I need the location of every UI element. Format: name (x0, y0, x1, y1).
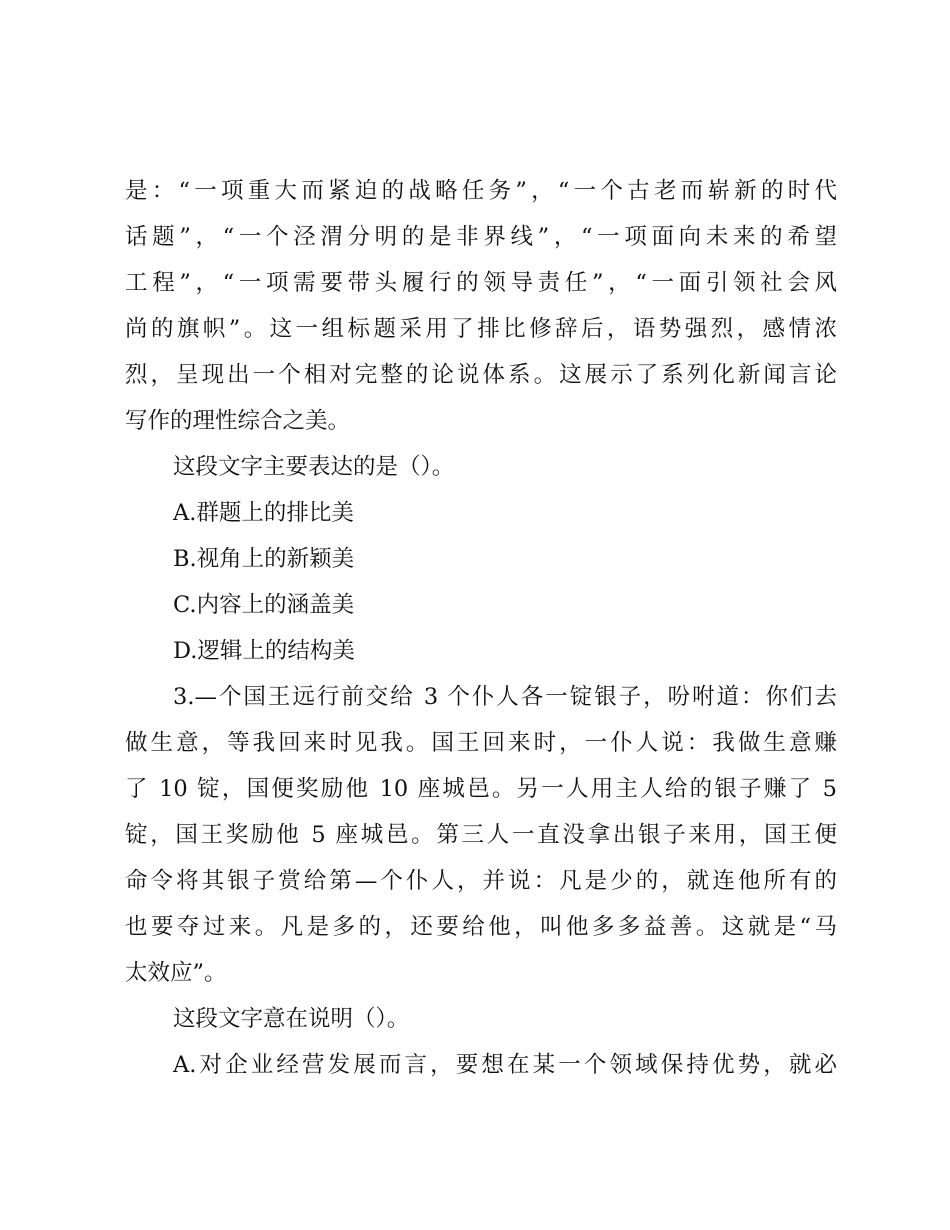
passage-2-line-6: 写作的理性综合之美。 (125, 408, 351, 434)
passage-3-line-7: 太效应”。 (125, 960, 227, 986)
passage-2-line-4: 尚的旗帜”。这一组标题采用了排比修辞后，语势强烈，感情浓 (125, 316, 837, 342)
passage-3-line-5: 命令将其银子赏给第—个仆人，并说：凡是少的，就连他所有的 (125, 868, 837, 894)
passage-3-question: 这段文字意在说明（）。 (173, 1006, 410, 1032)
passage-2-line-1: 是：“一项重大而紧迫的战略任务”，“一个古老而崭新的时代 (125, 178, 837, 204)
passage-3-line-6: 也要夺过来。凡是多的，还要给他，叫他多多益善。这就是“马 (125, 914, 837, 940)
passage-3-line-2: 做生意，等我回来时见我。国王回来时，一仆人说：我做生意赚 (125, 730, 837, 756)
passage-2-line-5: 烈，呈现出一个相对完整的论说体系。这展示了系列化新闻言论 (125, 362, 837, 388)
passage-2-option-b: B.视角上的新颖美 (173, 546, 355, 572)
passage-2-line-2: 话题”，“一个泾渭分明的是非界线”，“一项面向未来的希望 (125, 224, 837, 250)
passage-3-line-1: 3.—个国王远行前交给 3 个仆人各一锭银子，吩咐道：你们去 (173, 684, 837, 710)
passage-3-line-3: 了 10 锭，国便奖励他 10 座城邑。另一人用主人给的银子赚了 5 (125, 776, 837, 802)
passage-2-option-a: A.群题上的排比美 (173, 500, 354, 526)
passage-3-option-a: A.对企业经营发展而言，要想在某一个领域保持优势，就必 (173, 1052, 837, 1078)
passage-2-question: 这段文字主要表达的是（）。 (173, 454, 455, 480)
page-content (125, 168, 837, 1088)
passage-2-line-3: 工程”，“一项需要带头履行的领导责任”，“一面引领社会风 (125, 270, 837, 296)
passage-3-line-4: 锭，国王奖励他 5 座城邑。第三人一直没拿出银子来用，国王便 (125, 822, 837, 848)
passage-2-option-d: D.逻辑上的结构美 (173, 638, 355, 664)
passage-2-option-c: C.内容上的涵盖美 (173, 592, 355, 618)
